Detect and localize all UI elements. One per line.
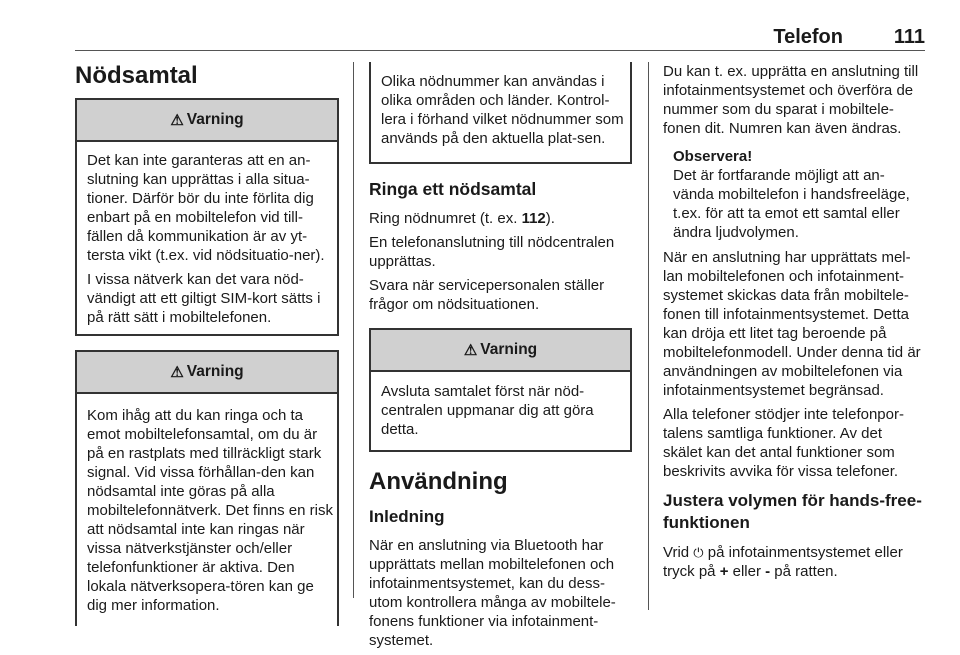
warning-label: Varning <box>186 111 244 128</box>
warning-header <box>371 330 630 372</box>
warning-body <box>77 142 337 334</box>
section-title-anvandning: Användning <box>369 468 508 495</box>
features-paragraph: Alla telefoner stödjer inte telefonpor-talens samtliga funktioner. Av det skälet kan det antal funktioner som beskrivits avvika för vissa telefoner. <box>663 406 904 480</box>
text-mid: på infotainmentsystemet eller tryck på <box>663 544 903 580</box>
minus-key: - <box>765 563 771 580</box>
warning-box-continued <box>369 62 632 164</box>
warning-header <box>77 352 337 394</box>
page-number: 111 <box>893 26 925 48</box>
plus-key: + <box>719 563 729 580</box>
heading-ringa-nodsamtal: Ringa ett nödsamtal <box>369 179 537 199</box>
warning-body <box>77 394 337 626</box>
warning-body <box>371 372 630 450</box>
heading-volume: Justera volymen för hands-free-funktionen <box>663 491 922 532</box>
warning-label: Varning <box>186 363 244 380</box>
text-prefix: Vrid <box>663 544 694 561</box>
warning-paragraph: Kom ihåg att du kan ringa och ta emot mobiltelefonsamtal, om du är på en rastplats med tillräckligt stark signal. Vid vissa förhållan-den kan nödsamtal inte göras på alla mobiltelefonnätverk. Det finns en risk att nödsamtal inte kan ringas när vissa nätverkstjänster och/eller telefonfunktioner är aktiva. Den lokala nätverksopera-tören kan ge dig mer information. <box>87 407 333 614</box>
power-knob-icon: ⏻ <box>693 545 704 560</box>
text-prefix: Ring nödnumret (t. ex. <box>369 210 522 227</box>
warning-body <box>371 62 630 162</box>
column-1 <box>75 62 339 626</box>
intro-paragraph: Du kan t. ex. upprätta en anslutning till infotainmentsystemet och överföra de nummer som du sparat i mobiltele-fonen dit. Numren kan även ändras. <box>663 63 919 137</box>
emergency-number: 112 <box>521 210 546 227</box>
section-title-nodsamtal: Nödsamtal <box>75 62 198 89</box>
ringa-paragraph-1 <box>369 209 632 228</box>
page-header <box>75 26 925 50</box>
connection-paragraph: När en anslutning har upprättats mel-lan mobiltelefonen och infotainment-systemet skickas data från mobiltele-fonen till infotainmentsystemet. Detta kan dröja ett litet tag beroende på mobiltelefonmodell. Under denna tid är användningen av mobiltelefonen via infotainmentsystemet begränsad. <box>663 249 921 399</box>
ringa-paragraph-2: En telefonanslutning till nödcentralen upprättas. <box>369 234 615 270</box>
note-block <box>663 147 925 242</box>
warning-header <box>77 100 337 142</box>
note-text: Det är fortfarande möjligt att an-vända mobiltelefon i handsfreeläge, t.ex. för att ta emot ett samtal eller ändra ljudvolymen. <box>673 167 910 241</box>
ringa-paragraph-3: Svara när servicepersonalen ställer frågor om nödsituationen. <box>369 277 605 313</box>
warning-paragraph: Olika nödnummer kan användas i olika områden och länder. Kontrol-lera i förhand vilket nödnummer som används på den aktuella plat-sen. <box>381 73 624 147</box>
column-divider <box>648 62 649 610</box>
warning-label: Varning <box>480 341 538 358</box>
text-suffix: på ratten. <box>770 563 838 580</box>
text-suffix: ). <box>545 210 555 227</box>
column-3 <box>663 62 925 586</box>
warning-triangle-icon: ⚠ <box>170 364 184 381</box>
warning-paragraph: Det kan inte garanteras att en an-slutning kan upprättas i alla situa-tioner. Därför bör du inte förlita dig enbart på en mobiltelefon vid till-fällen då kommunikation är av yt-tersta vikt (t.ex. vid nödsituatio-ner). <box>87 152 325 264</box>
warning-box-3 <box>369 328 632 452</box>
text-or: eller <box>728 563 766 580</box>
volume-paragraph <box>663 543 925 581</box>
warning-paragraph: I vissa nätverk kan det vara nöd-vändigt att ett giltigt SIM-kort sätts i på rätt sätt i mobiltelefonen. <box>87 271 321 326</box>
column-divider <box>353 62 354 598</box>
column-2 <box>369 62 632 655</box>
inledning-paragraph: När en anslutning via Bluetooth har upprättats mellan mobiltelefonen och infotainmentsystemet, kan du dess-utom kontrollera många av mobiltele-fonens funktioner via infotainment-systemet. <box>369 537 616 649</box>
warning-triangle-icon: ⚠ <box>463 342 478 359</box>
warning-triangle-icon: ⚠ <box>170 112 184 129</box>
header-divider <box>75 50 925 51</box>
warning-box-1 <box>75 98 339 336</box>
heading-inledning: Inledning <box>369 507 445 526</box>
warning-paragraph: Avsluta samtalet först när nöd-centralen uppmanar dig att göra detta. <box>381 383 594 438</box>
warning-box-2 <box>75 350 339 626</box>
note-title: Observera! <box>673 148 753 165</box>
chapter-title: Telefon <box>773 26 843 48</box>
